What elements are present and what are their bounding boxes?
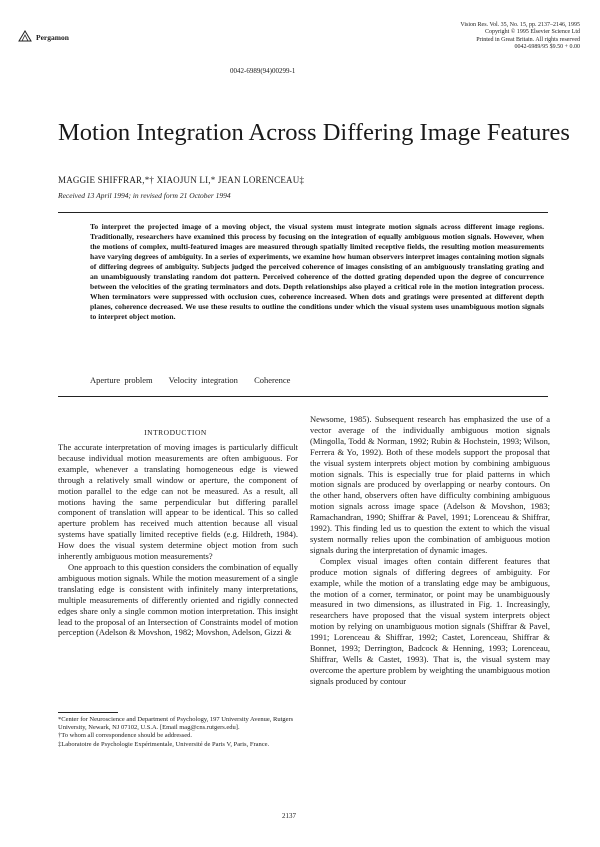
keyword: Coherence	[254, 375, 291, 385]
keyword: Velocity integration	[168, 375, 238, 385]
publisher-name: Pergamon	[36, 33, 69, 42]
journal-line: 0042-6989/95 $9.50 + 0.00	[514, 44, 580, 51]
page-number: 2137	[282, 812, 296, 820]
footnote: *Center for Neuroscience and Department of Psychology, 197 University Avenue, Rutgers University, Newark, NJ 07102, U.S.A. [Email mag@cns.rutgers.edu].	[58, 716, 294, 732]
footnote-rule	[58, 712, 118, 713]
journal-line: Copyright © 1995 Elsevier Science Ltd	[484, 29, 580, 36]
pergamon-logo-icon	[18, 30, 32, 42]
journal-info	[430, 22, 580, 52]
body-paragraph: Complex visual images often contain different features that produce motion signals of differing degrees of ambiguity. For example, while the motion of a translating edge may be ambiguous, the motion of a corner, terminator, or point may be unambiguously measured in two dimensions, as illustrated in Fig. 1. Increasingly, researchers have proposed that the visual system interprets object motion by relying on unambiguous motion signals (Shiffrar & Pavel, 1991; Lorenceau & Shiffrar, 1992; Castet, Lorenceau, Shiffrar & Bonnet, 1993; Derrington, Badcock & Henning, 1993; Lorenceau, Shiffrar, Wells & Castet, 1993). That is, the visual system may overcome the aperture problem by weighting the unambiguous motion signals produced by contour	[310, 555, 550, 686]
body-paragraph: The accurate interpretation of moving images is particularly difficult because individual motion measurements are often ambiguous. For example, whenever a translating homogeneous edge is viewed through a relatively small window or aperture, the component of motion parallel to the edge can not be measured. As a result, all motions having the same perpendicular but differing parallel component of translation will appear to be identical. This so called aperture problem has received much attention because all visual systems have spatially limited receptive fields (e.g. Hildreth, 1984). How does the visual system determine object motion from such inherently ambiguous motion measurements?	[58, 442, 298, 562]
right-column	[310, 414, 550, 687]
authors: MAGGIE SHIFFRAR,*† XIAOJUN LI,* JEAN LORENCEAU‡	[58, 175, 305, 185]
journal-line: Vision Res. Vol. 35, No. 15, pp. 2137–2146, 1995	[460, 22, 580, 28]
doi: 0042-6989(94)00299-1	[230, 67, 296, 75]
footnote: ‡Laboratoire de Psychologie Expérimentale, Université de Paris V, Paris, France.	[58, 740, 270, 748]
section-heading: INTRODUCTION	[144, 428, 207, 437]
footnote: †To whom all correspondence should be addressed.	[58, 732, 193, 740]
footnotes	[58, 716, 298, 749]
abstract-top-rule	[58, 212, 548, 213]
received-dates: Received 13 April 1994; in revised form 21 October 1994	[58, 191, 231, 200]
abstract-bottom-rule	[58, 396, 548, 397]
left-column	[58, 442, 298, 638]
body-paragraph: Newsome, 1985). Subsequent research has emphasized the use of a vector average of the individually ambiguous motion signals (Mingolla, Todd & Norman, 1992; Rubin & Hochstein, 1993; Wilson, Ferrera & Yo, 1992). Both of these models support the proposal that the visual system interprets object motion by combining ambiguous motion signals. This is especially true for plaid patterns in which motion signals are produced by overlapping or nearby contours. On the other hand, observers often have difficulty combining ambiguous motion signals across image space (Adelson & Movshon, 1983; Ramachandran, 1990; Shiffrar & Pavel, 1991; Lorenceau & Shiffrar, 1992). This finding led us to question the extent to which the visual system normally relies upon the combination of ambiguous motion signals during the interpretation of dynamic images.	[310, 414, 550, 555]
keywords	[90, 375, 302, 385]
journal-line: Printed in Great Britain. All rights reserved	[476, 36, 580, 43]
abstract: To interpret the projected image of a moving object, the visual system must integrate motion signals across different image regions. Traditionally, researchers have examined this process by focusing on the integration of equally ambiguous motion signals. However, when the motions of complex, multi-featured images are measured through spatially limited receptive fields, the resulting motion measurements have varying degrees of ambiguity. In a series of experiments, we examine how human observers interpret images containing motion signals of differing degrees of ambiguity. Subjects judged the perceived coherence of images consisting of an ambiguously translating grating and an unambiguously translating random dot pattern. Perceived coherence of the dotted grating depended upon the degree of concurrence between the velocities of the grating terminators and dots. Depth relationships also played a critical role in the motion integration process. When terminators were suppressed with occlusion cues, coherence increased. When dots and gratings were presented at different depth planes, coherence decreased. We use these results to outline the conditions under which the visual system uses unambiguous motion signals to interpret object motion.	[90, 222, 544, 322]
body-paragraph: One approach to this question considers the combination of equally ambiguous motion signals. While the motion measurement of a single translating edge is consistent with infinitely many interpretations, multiple measurements of differently oriented and rigidly connected edges share only a single common motion interpretation. This insight lead to the proposal of an Intersection of Constraints model of motion perception (Adelson & Movshon, 1982; Movshon, Adelson, Gizzi &	[58, 561, 298, 638]
paper-title: Motion Integration Across Differing Image Features	[58, 119, 570, 146]
keyword: Aperture problem	[90, 375, 153, 385]
